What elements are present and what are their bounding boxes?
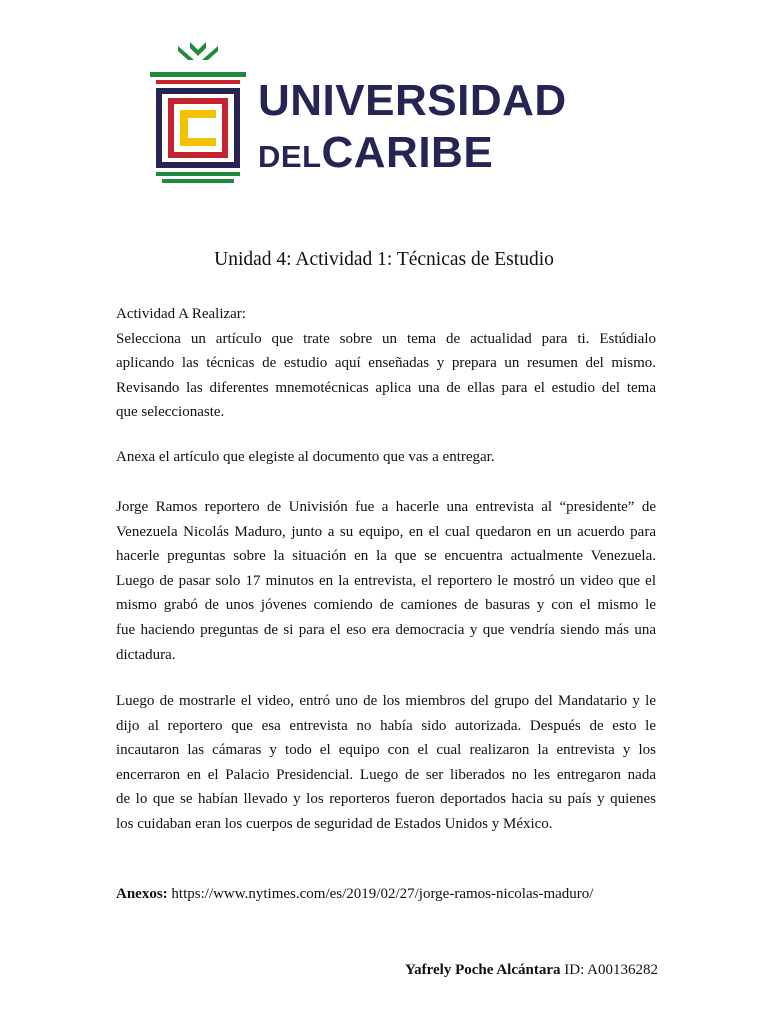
paragraph-line: encerraron en el Palacio Presidencial. Luego de ser liberados no les entregaron nada <box>116 766 656 783</box>
paragraph-line: de lo que se habían llevado y los reporteros fueron deportados hacia su país y quienes <box>116 791 656 808</box>
paragraph-line: Luego de mostrarle el video, entró uno de los miembros del grupo del Mandatario y le <box>116 693 656 709</box>
annex-label: Anexos: <box>116 886 168 902</box>
logo-word-universidad: UNIVERSIDAD <box>258 76 567 125</box>
annex-url[interactable]: https://www.nytimes.com/es/2019/02/27/jorge-ramos-nicolas-maduro/ <box>171 886 594 902</box>
logo-word-caribe: CARIBE <box>321 128 494 177</box>
paragraph-line: incautaron las cámaras y todo el equipo con el cual realizaron la entrevista y los <box>116 742 656 759</box>
activity-heading: Actividad A Realizar: <box>116 306 246 322</box>
activity-line: que seleccionaste. <box>116 404 225 421</box>
universidad-del-caribe-emblem-icon <box>148 40 248 185</box>
logo-word-del: DEL <box>258 139 322 174</box>
activity-section <box>116 302 656 425</box>
page-title: Unidad 4: Actividad 1: Técnicas de Estudio <box>214 249 554 270</box>
activity-line: Revisando las diferentes mnemotécnicas aplica una de ellas para el estudio del tema <box>116 379 656 396</box>
paragraph-line: mismo grabó de unos jóvenes comiendo de camiones de basuras y con el mismo le <box>116 597 656 614</box>
paragraph-2 <box>116 689 656 837</box>
paragraph-line: hacerle preguntas sobre la situación en la que se encuentra actualmente Venezuela. <box>116 548 656 565</box>
signature <box>405 962 658 979</box>
paragraph-line: Luego de pasar solo 17 minutos en la entrevista, el reportero le mostró un video que el <box>116 572 656 589</box>
paragraph-line: Venezuela Nicolás Maduro, junto a su equipo, en el cual quedaron en un acuerdo para <box>116 523 656 540</box>
paragraph-line: dijo al reportero que esa entrevista no había sido autorizada. Después de esto le <box>116 717 656 734</box>
annex-instruction: Anexa el artículo que elegiste al documento que vas a entregar. <box>116 449 495 465</box>
logo-word-del-caribe <box>258 128 493 178</box>
paragraph-line: los cuidaban eran los cuerpos de seguridad de Estados Unidos y México. <box>116 815 553 832</box>
activity-line: Selecciona un artículo que trate sobre un tema de actualidad para ti. Estúdialo <box>116 330 656 347</box>
paragraph-line: Jorge Ramos reportero de Univisión fue a hacerle una entrevista al “presidente” de <box>116 499 656 515</box>
paragraph-line: dictadura. <box>116 646 176 663</box>
paragraph-line: fue haciendo preguntas de si para el eso era democracia y que vendría siendo más una <box>116 621 656 638</box>
student-id: ID: A00136282 <box>564 962 658 978</box>
annex-reference <box>116 882 656 907</box>
university-logo <box>148 40 628 185</box>
activity-line: aplicando las técnicas de estudio aquí enseñadas y prepara un resumen del mismo. <box>116 355 656 372</box>
author-name: Yafrely Poche Alcántara <box>404 962 561 978</box>
paragraph-1 <box>116 495 656 667</box>
